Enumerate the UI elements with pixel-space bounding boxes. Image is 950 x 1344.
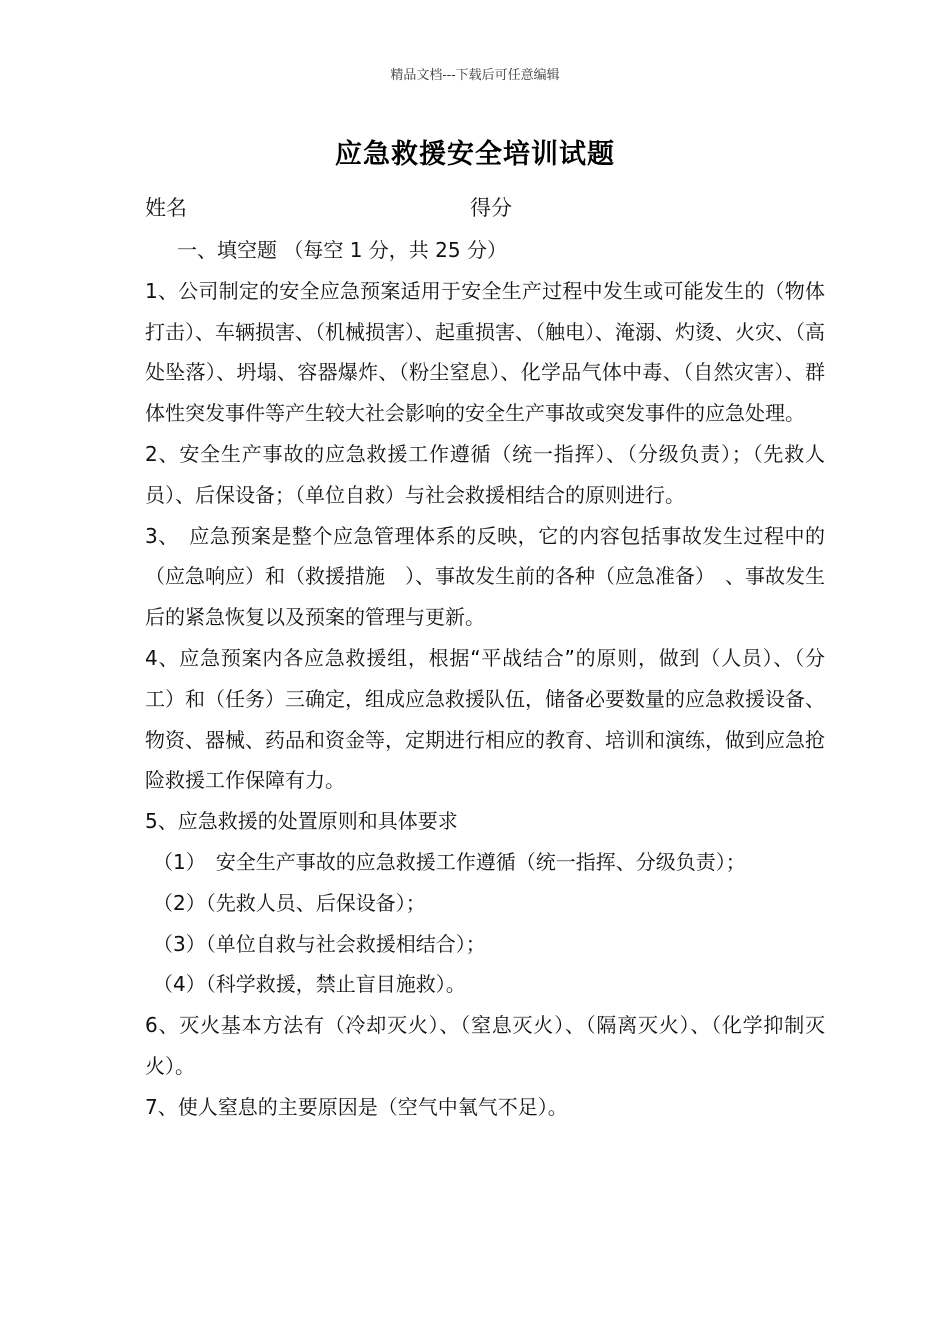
- question-2: 2、安全生产事故的应急救援工作遵循（统一指挥）、（分级负责）；（先救人员）、后保设备；（单位自救）与社会救援相结合的原则进行。: [145, 441, 825, 507]
- document-body: [145, 230, 825, 1128]
- question-1: 1、公司制定的安全应急预案适用于安全生产过程中发生或可能发生的（物体打击）、车辆损害、（机械损害）、起重损害、（触电）、淹溺、灼烫、火灾、（高处坠落）、坍塌、容器爆炸、（粉尘窒息）、化学品气体中毒、（自然灾害）、群体性突发事件等产生较大社会影响的安全生产事故或突发事件的应急处理。: [145, 278, 825, 426]
- question-5-sub-item-3: （3）（单位自救与社会救援相结合）；: [153, 931, 486, 956]
- question-3: 3、 应急预案是整个应急管理体系的反映，它的内容包括事故发生过程中的（应急响应）和（救援措施 ）、事故发生前的各种（应急准备） 、事故发生后的紧急恢复以及预案的管理与更新。: [145, 523, 825, 630]
- question-6: 6、灭火基本方法有（冷却灭火）、（窒息灭火）、（隔离灭火）、（化学抑制灭火）。: [145, 1013, 825, 1078]
- question-5: 5、应急救援的处置原则和具体要求: [145, 809, 458, 834]
- question-5-sub-item-1: （1） 安全生产事故的应急救援工作遵循（统一指挥、分级负责）；: [153, 849, 746, 874]
- question-5-sub-item-2: （2）（先救人员、后保设备）；: [153, 890, 426, 915]
- document-header-note: 精品文档---下载后可任意编辑: [390, 68, 560, 83]
- name-label: 姓名: [145, 196, 187, 220]
- question-7: 7、使人窒息的主要原因是（空气中氧气不足）。: [145, 1094, 568, 1119]
- question-5-sub-item-4: （4）（科学救援，禁止盲目施救）。: [153, 972, 466, 997]
- question-4: 4、应急预案内各应急救援组，根据“平战结合”的原则，做到（人员）、（分工）和（任务）三确定，组成应急救援队伍，储备必要数量的应急救援设备、物资、器械、药品和资金等，定期进行相应的教育、培训和演练，做到应急抢险救援工作保障有力。: [145, 645, 825, 793]
- score-label: 得分: [470, 196, 512, 220]
- section-heading: 一、填空题 （每空 1 分，共 25 分）: [177, 238, 507, 262]
- name-score-row: [145, 192, 825, 222]
- document-title: 应急救援安全培训试题: [335, 139, 615, 170]
